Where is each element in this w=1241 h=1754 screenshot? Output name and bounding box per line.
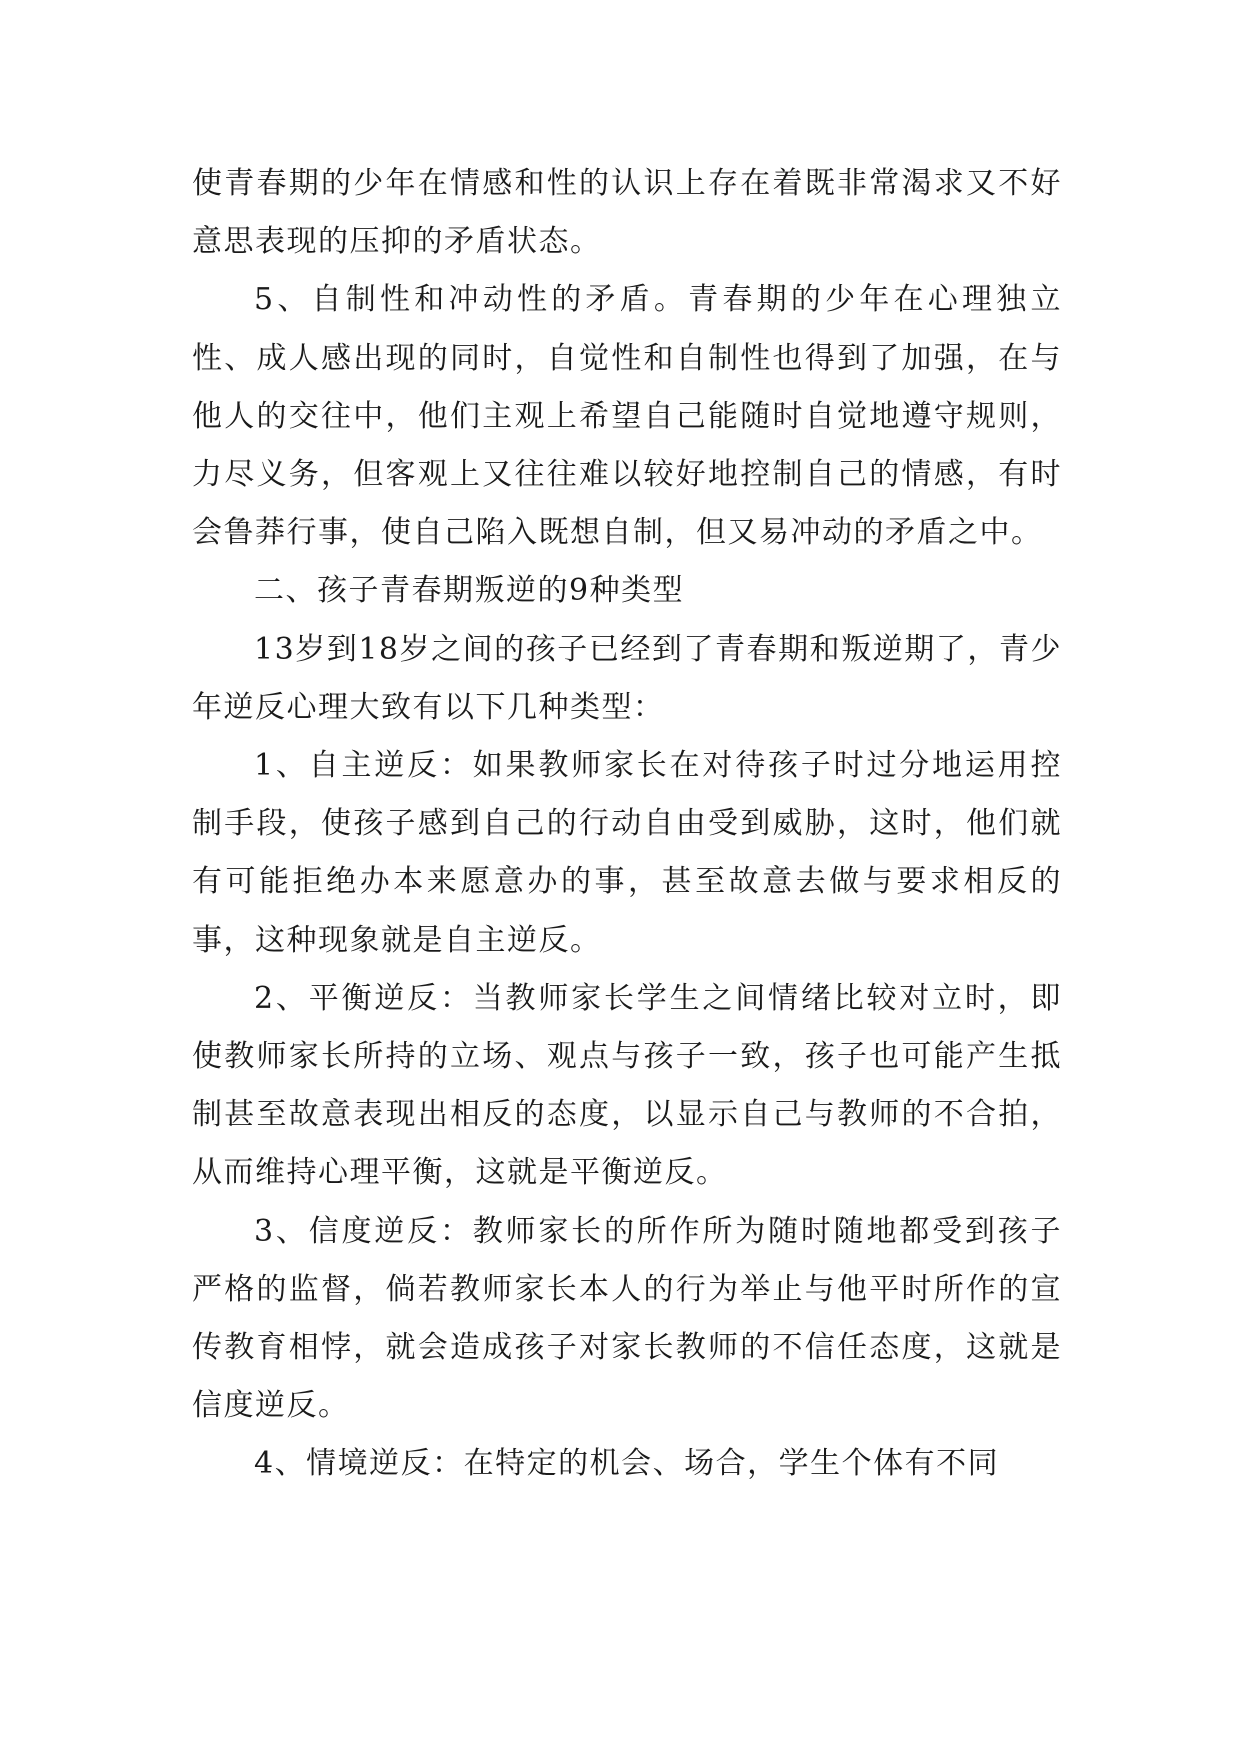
paragraph-intro: 13岁到18岁之间的孩子已经到了青春期和叛逆期了，青少年逆反心理大致有以下几种类型： <box>192 631 1062 725</box>
paragraph-continuation: 使青春期的少年在情感和性的认识上存在着既非常渴求又不好意思表现的压抑的矛盾状态。 <box>192 166 1062 260</box>
paragraph-type-2: 2、平衡逆反：当教师家长学生之间情绪比较对立时，即使教师家长所持的立场、观点与孩子一致，孩子也可能产生抵制甚至故意表现出相反的态度，以显示自己与教师的不合拍，从而维持心理平衡，这就是平衡逆反。 <box>192 980 1062 1191</box>
section-heading-2: 二、孩子青春期叛逆的9种类型 <box>254 573 685 609</box>
paragraph-type-1: 1、自主逆反：如果教师家长在对待孩子时过分地运用控制手段，使孩子感到自己的行动自由受到威胁，这时，他们就有可能拒绝办本来愿意办的事，甚至故意去做与要求相反的事，这种现象就是自主逆反。 <box>192 748 1062 958</box>
paragraph-item-5: 5、自制性和冲动性的矛盾。青春期的少年在心理独立性、成人感出现的同时，自觉性和自制性也得到了加强，在与他人的交往中，他们主观上希望自己能随时自觉地遵守规则，力尽义务，但客观上又往往难以较好地控制自己的情感，有时会鲁莽行事，使自己陷入既想自制，但又易冲动的矛盾之中。 <box>192 282 1062 551</box>
body-text <box>192 155 1062 1494</box>
paragraph-type-4: 4、情境逆反：在特定的机会、场合，学生个体有不同 <box>254 1446 1000 1482</box>
paragraph-type-3: 3、信度逆反：教师家长的所作所为随时随地都受到孩子严格的监督，倘若教师家长本人的行为举止与他平时所作的宣传教育相悖，就会造成孩子对家长教师的不信任态度，这就是信度逆反。 <box>192 1213 1062 1424</box>
